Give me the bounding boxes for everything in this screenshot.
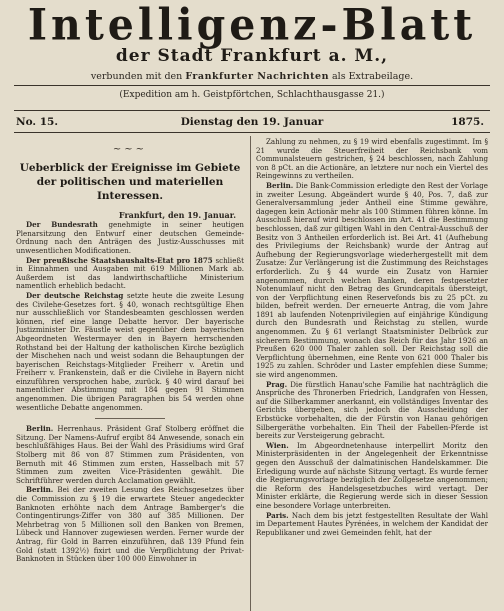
newspaper-subtitle: der Stadt Frankfurt a. M., — [115, 46, 389, 66]
supplement-post: als Extrabeilage. — [332, 71, 414, 82]
article-paragraph — [256, 138, 488, 181]
issuebar-bottom-rule — [14, 132, 490, 133]
paragraph-text: Herrenhaus. Präsident Graf Stolberg eröffnet die Sitzung. Der Namens-Aufruf ergibt 84 Anwesende, sonach ein beschlußfähiges Haus. Bei der Wahl des Präsidiums wird Graf Stolberg mit 86 von 87 Stimmen zum Präsidenten, von Bernuth mit 46 Stimmen zum ersten, Hasselbach mit 57 Stimmen zum zweiten Vice-Präsidenten gewählt. Die Schriftführer werden durch Acclamation gewählt. — [16, 424, 244, 485]
masthead — [0, 0, 504, 118]
article-paragraph — [256, 442, 488, 511]
paragraph-lead: Der Bundesrath — [26, 220, 98, 230]
masthead-rule — [14, 85, 490, 86]
issue-date: Dienstag den 19. Januar — [180, 116, 324, 128]
expedition-address: (Expedition am h. Geistpförtchen, Schlachthausgasse 21.) — [119, 90, 385, 100]
paragraph-text: schließt in Einnahmen und Ausgaben mit 619 Millionen Mark ab. Außerdem ist das landwirthschaftliche Ministerium namentlich erheblich bedacht. — [16, 255, 244, 291]
paragraph-lead: Der preußische Staatshaushalts-Etat pro 1875 — [26, 255, 213, 265]
article-paragraph — [16, 221, 244, 255]
paragraph-text: genehmigte in seiner heutigen Plenarsitzung den Entwurf einer deutschen Gemeinde-Ordnung nach den Anträgen des Justiz-Ausschusses mit unwesentlichen Modificationen. — [16, 220, 244, 255]
issuebar-top-rule — [14, 110, 490, 111]
paragraph-text: Zahlung zu nehmen, zu § 19 wird ebenfalls zugestimmt. Im § 21 wurde die Steuerfreiheit der Reichsbank vom Communalsteuern gestrichen, § 24 beschlossen, nach Zahlung von 8 pCt. an die Actionäre, an letztere nur noch ein Viertel des Reingewinns zu vertheilen. — [256, 138, 488, 181]
dateline: Frankfurt, den 19. Januar. — [118, 209, 236, 220]
article-paragraph — [16, 257, 244, 291]
paragraph-lead: Berlin. — [26, 424, 54, 434]
issue-number: No. 15. — [16, 116, 58, 128]
paragraph-lead: Prag. — [266, 379, 288, 389]
supplement-line — [0, 71, 504, 82]
supplement-pre: verbunden mit den — [90, 71, 183, 82]
paragraph-text: Bei der zweiten Lesung des Reichsgesetzes über die Commission zu § 19 die erwartete Steuer angedeckter Banknoten erhöhte nach dem Antrage Bamberger's die Contingentirungs-Ziffer von 380 auf 385 Millionen. Der Mehrbetrag von 5 Millionen soll den Banken von Bremen, Lübeck und Hannover zugewiesen werden. Ferner wurde der Antrag, für Gold in Barren einzuführen, daß 139 Pfund fein Gold (statt 1392½) fixirt und die Verpflichtung der Privat-Banknoten in Stücken über 100 000 Einwohner in — [16, 485, 244, 564]
article-paragraph — [16, 425, 244, 485]
article-paragraph — [256, 381, 488, 441]
paragraph-lead: Berlin. — [26, 485, 54, 495]
paragraph-lead: Berlin. — [266, 180, 294, 190]
paragraph-lead: Der deutsche Reichstag — [26, 290, 124, 300]
heading-ornament: ~~~ — [112, 144, 148, 155]
newspaper-title: Intelligenz-Blatt — [27, 0, 477, 51]
paragraph-text: Die fürstlich Hanau'sche Familie hat nachträglich die Ansprüche des Thronerben Friedrich, Landgrafen von Hessen, auf die Silberkammer anerkannt, ein vollständiges Inventar des Gerichts übergeben, sich jedoch die Ausscheidung der Erbstücke vorbehalten, die der Fürstin von Hanau gehörigen Silbergeräthe vorbehalten. Ein Theil der Fabellen-Pferde ist bereits zur Versteigerung gebracht. — [256, 379, 488, 441]
right-column — [256, 138, 488, 611]
section-separator — [95, 418, 165, 419]
article-paragraph — [16, 292, 244, 412]
column-divider — [250, 136, 251, 611]
article-paragraph — [256, 182, 488, 380]
section-heading: Ueberblick der Ereignisse im Gebiete der politischen und materiellen Interessen. — [19, 161, 241, 202]
article-paragraph — [256, 512, 488, 538]
supplement-name: Frankfurter Nachrichten — [185, 71, 329, 82]
paragraph-lead: Paris. — [266, 510, 289, 520]
issue-year: 1875. — [451, 116, 484, 128]
left-column — [16, 138, 244, 611]
paragraph-text: setzte heute die zweite Lesung des Civilehe-Gesetzes fort. § 40, wonach rechtsgültige Ehen nur ausschließlich vor Standesbeamten geschlossen werden können, rief eine lange Debatte hervor. Der bayerische Justizminister Dr. Fäustle weist gegenüber dem bayerischen Abgeordneten Westermayer den in Bayern herrschenden Rothstand bei der Haltung der katholischen Kirche bezüglich der Mischehen nach und weist sodann die Behauptungen der bayerischen Reichstags-Mitglieder Freiherr v. Aretin und Freiherr v. Frankenstein, daß er die Civilehe in Bayern nicht einzuführen versprochen habe, zurück. § 40 wird darauf bei namentlicher Abstimmung mit 184 gegen 91 Stimmen angenommen. Die übrigen Paragraphen bis 54 werden ohne wesentliche Debatte angenommen. — [16, 290, 244, 412]
paragraph-lead: Wien. — [266, 440, 289, 450]
article-paragraph — [16, 486, 244, 563]
paragraph-text: Die Bank-Commission erledigte den Rest der Vorlage in zweiter Lesung. Abgeändert wurde § 40, Pos. 7, daß zur Generalversammlung jeder Antheil eine Stimme gewähre, dagegen kein Actionär mehr als 100 Stimmen führen könne. Im Ausschuß hierauf wird beschlossen im Art. 41 die Bestimmung beschlossen, daß zur giltigen Wahl in den Central-Ausschuß der Besitz von 3 Antheilen erforderlich ist. Bei Art. 41 (Aufhebung des Privilegiums der Reichsbank) wurde der Antrag auf Aufhebung der Regierungsvorlage wiederhergestellt mit dem Zusatze: Zur Verlängerung ist die Zustimmung des Reichstages erforderlich. Zu § 44 wurde ein Zusatz von Harnier angenommen, durch welchen Banken, deren festgesetzter Notenumlauf nicht den Betrag des Grundcapitals übersteigt, von der Verpflichtung einen Reservefonds bis zu 25 pCt. zu bilden, befreit werden. Der erneuerte Antrag, die vom Jahre 1891 ab laufenden Notenprivilegien auf einjährige Kündigung durch den Bundesrath und Reichstag zu stellen, wurde angenommen. Zu § 61 verlangt Staatsminister Delbrück zur sicherern Bestimmung, wonach das Reich für das Jahr 1926 an Preußen 620 000 Thaler zahlen soll. Der Reichstag soll die Verpflichtung übernehmen, eine Rente von 621 000 Thaler bis 1925 zu zahlen. Schröder und Laster empfehlen diese Summe; sie wird angenommen. — [256, 180, 488, 380]
paragraph-text: Nach dem bis jetzt festgestellten Resultate der Wahl im Departement Hautes Pyrénées, in welchem der Kandidat der Republikaner und zwei Gemeinden fehlt, hat der — [256, 510, 488, 537]
issue-bar — [14, 113, 490, 131]
paragraph-text: Im Abgeordnetenhause interpellirt Moritz den Ministerpräsidenten in der Angelegenheit der Erkenntnisse gegen den Ausschuß der dalmatinischen Handelskammer. Die Erledigung wurde auf nächste Sitzung vertagt. Es wurde ferner die Regierungsvorlage bezüglich der Zollgesetze angenommen; die Reform des Handelsgesetzbuches wird vertagt. Der Minister erklärte, die Regierung werde sich in dieser Session eine besondere Vorlage unterbreiten. — [256, 440, 488, 510]
